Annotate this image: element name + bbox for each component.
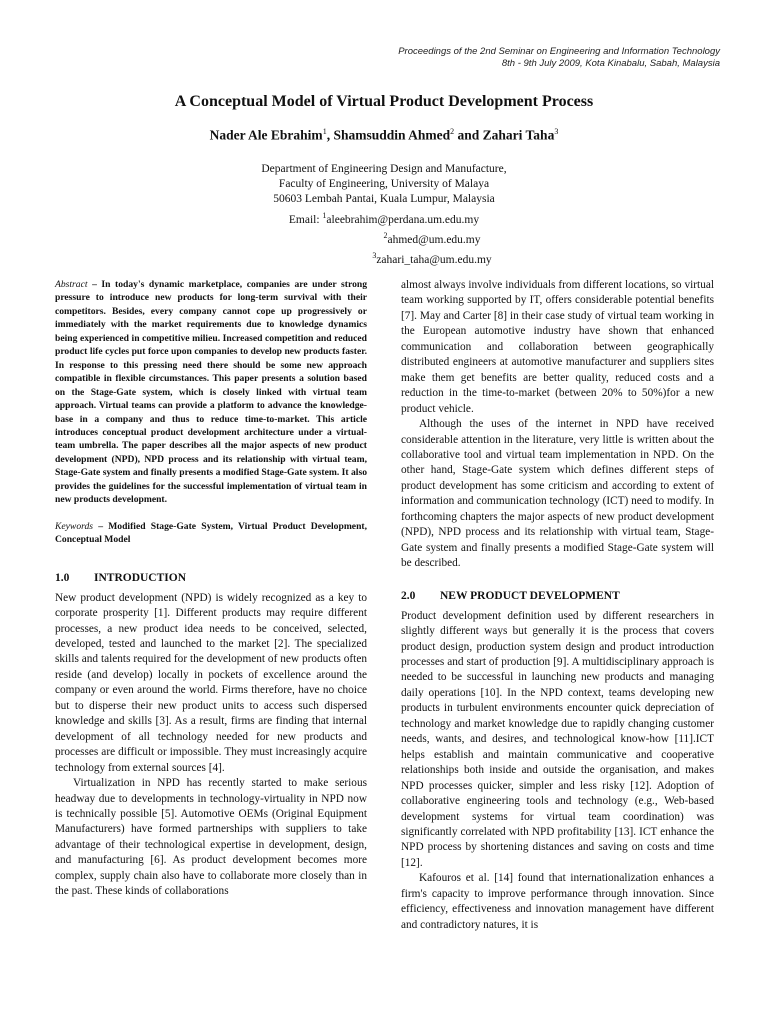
author-sup: 3 [554, 127, 559, 136]
email-address: zahari_taha@um.edu.my [376, 253, 492, 266]
affiliation-block [0, 162, 768, 268]
header-line-2: 8th - 9th July 2009, Kota Kinabalu, Sabah, Malaysia [501, 58, 720, 69]
author-list [0, 127, 768, 144]
author-name: Shamsuddin Ahmed [333, 127, 451, 143]
keywords [55, 520, 367, 547]
intro-paragraph-4: Although the uses of the internet in NPD have received considerable attention in the literature, very little is written about the collaborative tool and virtual team implementation in NPD. On the other hand, Stage-Gate system which defines different steps of product development has some criticism and according to extent of information and communication technology (ICT) need to modify. In forthcoming chapters the major aspects of new product development (NPD), NPD process and its relationship with virtual team, Stage-Gate system and finally presents a modified Stage-Gate system will be described. [401, 418, 714, 570]
affiliation-address: 50603 Lembah Pantai, Kuala Lumpur, Malaysia [273, 193, 495, 206]
running-header [398, 46, 720, 70]
section-heading-npd [401, 588, 714, 604]
intro-paragraph-2: Virtualization in NPD has recently started to make serious headway due to developments in technology-virtuality in NPD now is technically possible [5]. Automotive OEMs (Original Equipment Manufacturers) have formed partnerships with suppliers to take advantage of their technological expertise in development, design, and manufacturing [6]. As product development becomes more complex, supply chain also have to collaborate more closely than in the past. These kinds of collaborations [55, 777, 367, 898]
section-title: INTRODUCTION [94, 571, 187, 584]
email-sup: 3 [372, 250, 377, 260]
email-line-2 [0, 228, 768, 248]
email-sup: 2 [383, 230, 388, 240]
email-label: Email: [288, 213, 323, 226]
intro-paragraph-3: almost always involve individuals from different locations, so virtual team working supported by IT, offers considerable potential benefits [7]. May and Carter [8] in their case study of virtual team working in the European automotive industry have shown that enhanced communication and collaboration between geographically distributed engineers at automotive manufacturer and suppliers sites make them get benefits are better quality, reduced costs and a reduction in the time-to-market (between 20% to 50%)for a new product vehicle. [401, 279, 714, 415]
email-address: ahmed@um.edu.my [387, 233, 481, 246]
intro-paragraph-1: New product development (NPD) is widely recognized as a key to corporate prosperity [1]. Different products may require different processes, a new product idea needs to be conceived, selected, developed, tested and launched to the market [2]. The specialized skills and talents required for the development of new products often reside (and develop) locally in pockets of excellence around the company or even around the world. Firms therefore, have no choice but to disperse their new product units to access such dispersed knowledge and skills [3]. As a result, firms are finding that internal development of all technology needed for new products and processes are difficult or impossible. They must increasingly acquire technology from external sources [4]. [55, 591, 367, 774]
abstract [55, 278, 367, 507]
npd-paragraph-1: Product development definition used by different researchers in slightly different ways but generally it is the process that covers product design, production system design and product introduction processes and start of production [9]. A multidisciplinary approach is needed to be successful in launching new products and managing daily operations [10]. In the NPD context, teams developing new products in turbulent environments encounter quick depreciation of technology and market knowledge due to rapidly changing customer needs, wants, and desires, and technological know-how [11].ICT helps establish and maintain communicative and cooperative relationships both inside and outside the organisation, and makes NPD processes quicker, simpler and less risky [12]. Adoption of collaborative engineering tools and technology (e.g., Web-based development systems for virtual team coordination) was significantly correlated with NPD profitability [13]. ICT enhance the NPD process by shortening distances and saving on costs and time [12]. [401, 609, 714, 869]
email-line-3 [0, 248, 768, 268]
right-column [401, 278, 714, 933]
email-sup: 1 [322, 210, 327, 220]
author-name: Zahari Taha [482, 127, 555, 143]
section-title: NEW PRODUCT DEVELOPMENT [440, 589, 620, 602]
abstract-lead: Abstract [55, 279, 88, 290]
author-sup: 2 [450, 127, 455, 136]
author-sup: 1 [322, 127, 327, 136]
email-line-1 [0, 208, 768, 228]
author-name: Nader Ale Ebrahim [209, 127, 323, 143]
affiliation-faculty: Faculty of Engineering, University of Malaya [278, 178, 490, 191]
keywords-lead: Keywords [55, 520, 94, 532]
email-address: aleebrahim@perdana.um.edu.my [326, 213, 480, 226]
header-line-1: Proceedings of the 2nd Seminar on Engineering and Information Technology [398, 46, 720, 57]
author-separator: and [454, 127, 483, 143]
abstract-text: – In today's dynamic marketplace, companies are under strong pressure to introduce new products for long-term survival with their competitors. Besides, every company cannot cope up progressively or immediately with the market requirements due to knowledge dynamics being experienced in competitive milieu. Increased competition and reduced product life cycles put force upon companies to develop new products faster. In response to this pressing need there should be some new approach compatible in flexible circumstances. This paper presents a solution based on the Stage-Gate system, which is closely linked with virtual team approach. Virtual teams can provide a platform to advance the knowledge-base in a company and thus to reduce time-to-market. This article introduces conceptual product development architecture under a virtual-team umbrella. The paper describes all the major aspects of new product development (NPD), NPD process and its relationship with virtual team, Stage-Gate system and finally presents a modified Stage-Gate system. It also provides the guidelines for the successful implementation of virtual team in new products development. [55, 279, 367, 506]
left-column [55, 278, 367, 900]
author-separator: , [326, 127, 334, 143]
section-number: 1.0 [55, 571, 70, 584]
section-heading-introduction [55, 570, 367, 586]
section-number: 2.0 [401, 589, 416, 602]
affiliation-dept: Department of Engineering Design and Manufacture, [261, 163, 507, 175]
npd-paragraph-2: Kafouros et al. [14] found that internationalization enhances a firm's capacity to improve performance through innovation. Since efficiency, effectiveness and innovation management have different and contradictory natures, it is [401, 872, 714, 931]
keywords-text: – Modified Stage-Gate System, Virtual Product Development, Conceptual Model [55, 520, 367, 546]
paper-title: A Conceptual Model of Virtual Product Development Process [174, 93, 594, 110]
